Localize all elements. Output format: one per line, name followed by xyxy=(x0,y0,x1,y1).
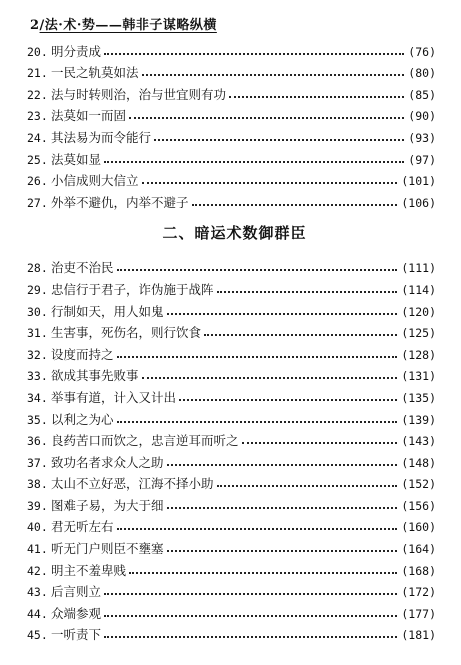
table-of-contents xyxy=(0,38,461,643)
toc-entry-number: 38. xyxy=(27,477,48,492)
toc-entry-title: 一听责下 xyxy=(51,627,102,643)
dot-leader xyxy=(204,333,397,336)
toc-entry-page: (106) xyxy=(401,195,436,210)
dot-leader xyxy=(167,463,398,466)
toc-entry-title: 图难子易，为大于细 xyxy=(51,497,164,513)
toc-entry-page: (97) xyxy=(408,152,436,167)
toc-entry-title: 行制如天，用人如鬼 xyxy=(51,303,164,319)
toc-part-2 xyxy=(0,255,461,644)
toc-entry-page: (90) xyxy=(408,109,436,124)
toc-entry xyxy=(27,81,436,103)
toc-entry-title: 欲成其事先败事 xyxy=(51,368,139,384)
toc-entry-number: 27. xyxy=(27,195,48,210)
toc-entry-title: 设度而持之 xyxy=(51,346,114,362)
dot-leader xyxy=(142,376,398,379)
toc-entry-page: (101) xyxy=(401,174,436,189)
toc-entry-page: (152) xyxy=(401,477,436,492)
toc-entry xyxy=(27,146,436,168)
toc-entry xyxy=(27,406,436,428)
dot-leader xyxy=(167,549,398,552)
toc-entry-title: 明主不羞卑贱 xyxy=(51,562,127,578)
toc-entry-number: 41. xyxy=(27,542,48,557)
toc-entry-number: 28. xyxy=(27,261,48,276)
toc-entry-number: 31. xyxy=(27,326,48,341)
toc-entry-number: 24. xyxy=(27,130,48,145)
toc-entry-number: 23. xyxy=(27,109,48,124)
toc-entry-number: 26. xyxy=(27,174,48,189)
dot-leader xyxy=(117,355,398,358)
toc-entry-number: 39. xyxy=(27,498,48,513)
toc-entry xyxy=(27,276,436,298)
toc-entry xyxy=(27,428,436,450)
toc-entry-title: 外举不避仇，内举不避子 xyxy=(51,194,189,210)
toc-entry-page: (156) xyxy=(401,498,436,513)
toc-entry xyxy=(27,103,436,125)
toc-entry-number: 35. xyxy=(27,412,48,427)
toc-entry-page: (172) xyxy=(401,585,436,600)
toc-entry xyxy=(27,363,436,385)
running-head xyxy=(30,14,217,33)
toc-entry-title: 法莫如显 xyxy=(51,151,102,167)
toc-entry-title: 法莫如一而固 xyxy=(51,108,127,124)
toc-entry xyxy=(27,124,436,146)
dot-leader xyxy=(117,420,398,423)
toc-entry-number: 42. xyxy=(27,563,48,578)
dot-leader xyxy=(217,484,398,487)
toc-entry xyxy=(27,38,436,60)
dot-leader xyxy=(179,398,397,401)
toc-entry xyxy=(27,471,436,493)
toc-entry-title: 生害事，死伤名，则行饮食 xyxy=(51,325,202,341)
toc-entry-title: 法与时转则治，治与世宜则有功 xyxy=(51,86,227,102)
toc-entry-page: (135) xyxy=(401,390,436,405)
toc-entry-page: (139) xyxy=(401,412,436,427)
toc-entry xyxy=(27,449,436,471)
toc-entry xyxy=(27,557,436,579)
toc-entry-page: (164) xyxy=(401,542,436,557)
toc-entry-title: 举事有道，计入又计出 xyxy=(51,389,177,405)
toc-entry-title: 听无门户则臣不壅塞 xyxy=(51,541,164,557)
toc-entry xyxy=(27,622,436,644)
dot-leader xyxy=(129,571,397,574)
toc-entry-page: (128) xyxy=(401,347,436,362)
dot-leader xyxy=(117,268,398,271)
toc-entry-title: 小信成则大信立 xyxy=(51,173,139,189)
toc-entry-number: 44. xyxy=(27,606,48,621)
dot-leader xyxy=(104,614,397,617)
toc-entry-title: 致功名者求众人之助 xyxy=(51,454,164,470)
toc-entry xyxy=(27,189,436,211)
toc-entry xyxy=(27,341,436,363)
dot-leader xyxy=(104,635,397,638)
toc-entry-page: (131) xyxy=(401,369,436,384)
toc-entry xyxy=(27,384,436,406)
dot-leader xyxy=(154,138,404,141)
dot-leader xyxy=(142,181,398,184)
toc-entry-page: (177) xyxy=(401,606,436,621)
dot-leader xyxy=(142,73,405,76)
toc-entry-page: (168) xyxy=(401,563,436,578)
toc-entry-page: (160) xyxy=(401,520,436,535)
toc-entry xyxy=(27,320,436,342)
dot-leader xyxy=(104,592,397,595)
toc-entry xyxy=(27,298,436,320)
toc-entry-page: (181) xyxy=(401,628,436,643)
dot-leader xyxy=(229,95,404,98)
toc-entry xyxy=(27,579,436,601)
toc-entry-title: 忠信行于君子，诈伪施于战阵 xyxy=(51,281,214,297)
toc-entry-number: 20. xyxy=(27,44,48,59)
toc-entry-page: (125) xyxy=(401,326,436,341)
toc-entry-title: 明分责成 xyxy=(51,43,102,59)
toc-entry xyxy=(27,492,436,514)
toc-entry-title: 良药苦口而饮之，忠言逆耳而听之 xyxy=(51,433,239,449)
dot-leader xyxy=(217,290,398,293)
dot-leader xyxy=(192,203,398,206)
toc-entry-title: 治吏不治民 xyxy=(51,260,114,276)
toc-entry-page: (111) xyxy=(401,261,436,276)
toc-entry-title: 一民之轨莫如法 xyxy=(51,65,139,81)
toc-entry-number: 22. xyxy=(27,87,48,102)
toc-entry-number: 45. xyxy=(27,628,48,643)
toc-entry xyxy=(27,514,436,536)
dot-leader xyxy=(129,116,404,119)
dot-leader xyxy=(104,160,404,163)
toc-entry xyxy=(27,255,436,277)
dot-leader xyxy=(167,506,398,509)
toc-entry xyxy=(27,168,436,190)
toc-entry-page: (93) xyxy=(408,130,436,145)
toc-entry-page: (85) xyxy=(408,87,436,102)
toc-entry-title: 君无听左右 xyxy=(51,519,114,535)
toc-entry-number: 33. xyxy=(27,369,48,384)
toc-entry-title: 后言则立 xyxy=(51,584,102,600)
toc-entry-title: 众端参观 xyxy=(51,605,102,621)
toc-entry-page: (120) xyxy=(401,304,436,319)
toc-entry xyxy=(27,600,436,622)
toc-entry xyxy=(27,60,436,82)
toc-entry-number: 36. xyxy=(27,434,48,449)
toc-entry-number: 32. xyxy=(27,347,48,362)
toc-entry-number: 40. xyxy=(27,520,48,535)
toc-entry-page: (76) xyxy=(408,44,436,59)
section-heading: 二、暗运术数御群臣 xyxy=(162,224,307,243)
toc-part-1 xyxy=(0,38,461,211)
toc-entry-title: 太山不立好恶，江海不择小助 xyxy=(51,476,214,492)
toc-entry-number: 43. xyxy=(27,585,48,600)
toc-entry-title: 其法易为而令能行 xyxy=(51,129,152,145)
toc-entry-title: 以利之为心 xyxy=(51,411,114,427)
toc-entry-number: 29. xyxy=(27,282,48,297)
dot-leader xyxy=(242,441,398,444)
toc-entry-page: (148) xyxy=(401,455,436,470)
toc-entry-number: 25. xyxy=(27,152,48,167)
toc-entry-number: 34. xyxy=(27,390,48,405)
toc-entry xyxy=(27,535,436,557)
toc-entry-number: 37. xyxy=(27,455,48,470)
toc-entry-page: (114) xyxy=(401,282,436,297)
toc-entry-number: 21. xyxy=(27,66,48,81)
toc-entry-page: (80) xyxy=(408,66,436,81)
toc-entry-page: (143) xyxy=(401,434,436,449)
running-head-title: /法·术·势——韩非子谋略纵横 xyxy=(39,18,217,33)
toc-entry-number: 30. xyxy=(27,304,48,319)
dot-leader xyxy=(117,527,398,530)
dot-leader xyxy=(167,312,398,315)
running-head-page-number: 2 xyxy=(30,18,40,33)
dot-leader xyxy=(104,52,404,55)
